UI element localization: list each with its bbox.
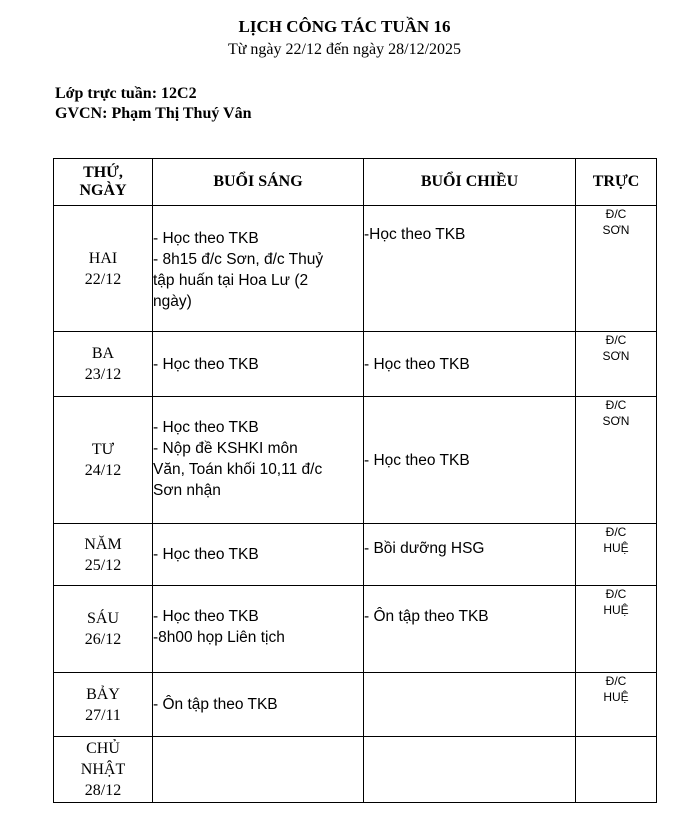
table-row xyxy=(54,397,657,524)
day-cell xyxy=(54,397,153,524)
day-name: BA xyxy=(91,345,115,362)
day-name: CHỦ xyxy=(86,740,120,757)
morning-cell xyxy=(153,737,364,803)
day-name: SÁU xyxy=(86,610,119,627)
morning-item: Sơn nhận xyxy=(153,482,221,499)
morning-cell xyxy=(153,397,364,524)
weekly-schedule-table xyxy=(53,158,657,803)
day-date: 26/12 xyxy=(84,631,122,648)
morning-item: tập huấn tại Hoa Lư (2 xyxy=(153,272,309,289)
morning-item: - Học theo TKB xyxy=(153,230,259,247)
day-name: NĂM xyxy=(84,535,122,553)
duty-cell xyxy=(576,737,657,803)
day-date: 22/12 xyxy=(84,270,122,288)
morning-item: - Học theo TKB xyxy=(153,355,259,373)
header-duty: TRỰC xyxy=(576,159,657,206)
duty-officer: SƠN xyxy=(602,223,630,237)
day-date: 24/12 xyxy=(84,462,122,479)
header-row xyxy=(54,159,657,206)
header-day-line1: THỨ, xyxy=(83,164,123,181)
morning-item: - Học theo TKB xyxy=(153,419,259,436)
day-date: 23/12 xyxy=(84,366,122,383)
header-day xyxy=(54,159,153,206)
header-afternoon: BUỔI CHIỀU xyxy=(364,159,576,206)
day-date: 27/11 xyxy=(85,706,121,724)
afternoon-cell xyxy=(364,206,576,332)
day-cell xyxy=(54,524,153,586)
afternoon-item: - Ôn tập theo TKB xyxy=(364,608,489,625)
duty-cell xyxy=(576,206,657,332)
duty-officer: Đ/C xyxy=(605,587,627,601)
duty-officer: Đ/C xyxy=(605,207,627,221)
homeroom-teacher: GVCN: Phạm Thị Thuý Vân xyxy=(55,105,252,122)
day-cell xyxy=(54,332,153,397)
day-name: HAI xyxy=(88,249,118,267)
morning-cell xyxy=(153,586,364,673)
duty-cell xyxy=(576,673,657,737)
morning-cell xyxy=(153,206,364,332)
document-title: LỊCH CÔNG TÁC TUẦN 16 xyxy=(238,17,451,36)
table-row xyxy=(54,332,657,397)
afternoon-cell xyxy=(364,673,576,737)
morning-cell xyxy=(153,332,364,397)
duty-officer: HUỆ xyxy=(603,690,629,704)
duty-cell xyxy=(576,524,657,586)
afternoon-cell xyxy=(364,737,576,803)
morning-item: Văn, Toán khối 10,11 đ/c xyxy=(153,461,323,478)
header-day-line2: NGÀY xyxy=(79,182,127,199)
duty-officer: Đ/C xyxy=(605,525,627,539)
day-cell xyxy=(54,673,153,737)
day-cell xyxy=(54,737,153,803)
day-date: 28/12 xyxy=(84,782,122,799)
afternoon-item: -Học theo TKB xyxy=(364,226,466,243)
morning-item: - Nộp đề KSHKI môn xyxy=(153,440,298,457)
morning-item: - Học theo TKB xyxy=(153,546,259,563)
duty-officer: Đ/C xyxy=(605,398,627,412)
day-name: TƯ xyxy=(91,441,115,458)
table-row xyxy=(54,673,657,737)
afternoon-item: - Bồi dưỡng HSG xyxy=(364,540,485,557)
duty-officer: HUỆ xyxy=(603,603,629,617)
duty-cell xyxy=(576,332,657,397)
day-cell xyxy=(54,206,153,332)
afternoon-cell xyxy=(364,397,576,524)
header-morning: BUỔI SÁNG xyxy=(153,159,364,206)
afternoon-cell xyxy=(364,332,576,397)
morning-item: ngày) xyxy=(153,293,192,310)
table-row xyxy=(54,737,657,803)
day-name: BẢY xyxy=(86,685,120,703)
afternoon-item: - Học theo TKB xyxy=(364,451,470,469)
duty-officer: SƠN xyxy=(602,414,630,428)
day-name: NHẬT xyxy=(80,761,126,778)
duty-officer: HUỆ xyxy=(603,541,629,555)
afternoon-cell xyxy=(364,524,576,586)
morning-cell xyxy=(153,524,364,586)
table-row xyxy=(54,524,657,586)
morning-item: -8h00 họp Liên tịch xyxy=(153,629,285,646)
date-range: Từ ngày 22/12 đến ngày 28/12/2025 xyxy=(227,41,462,58)
duty-cell xyxy=(576,586,657,673)
duty-officer: Đ/C xyxy=(605,333,627,347)
duty-cell xyxy=(576,397,657,524)
morning-cell xyxy=(153,673,364,737)
morning-item: - 8h15 đ/c Sơn, đ/c Thuỷ xyxy=(153,251,324,268)
morning-item: - Học theo TKB xyxy=(153,608,259,625)
day-cell xyxy=(54,586,153,673)
duty-officer: Đ/C xyxy=(605,674,627,688)
table-row xyxy=(54,586,657,673)
schedule-body xyxy=(54,206,657,803)
day-date: 25/12 xyxy=(84,556,122,574)
afternoon-item: - Học theo TKB xyxy=(364,355,470,373)
morning-item: - Ôn tập theo TKB xyxy=(153,696,278,713)
table-row xyxy=(54,206,657,332)
afternoon-cell xyxy=(364,586,576,673)
class-on-duty: Lớp trực tuần: 12C2 xyxy=(55,85,197,102)
duty-officer: SƠN xyxy=(602,349,630,363)
